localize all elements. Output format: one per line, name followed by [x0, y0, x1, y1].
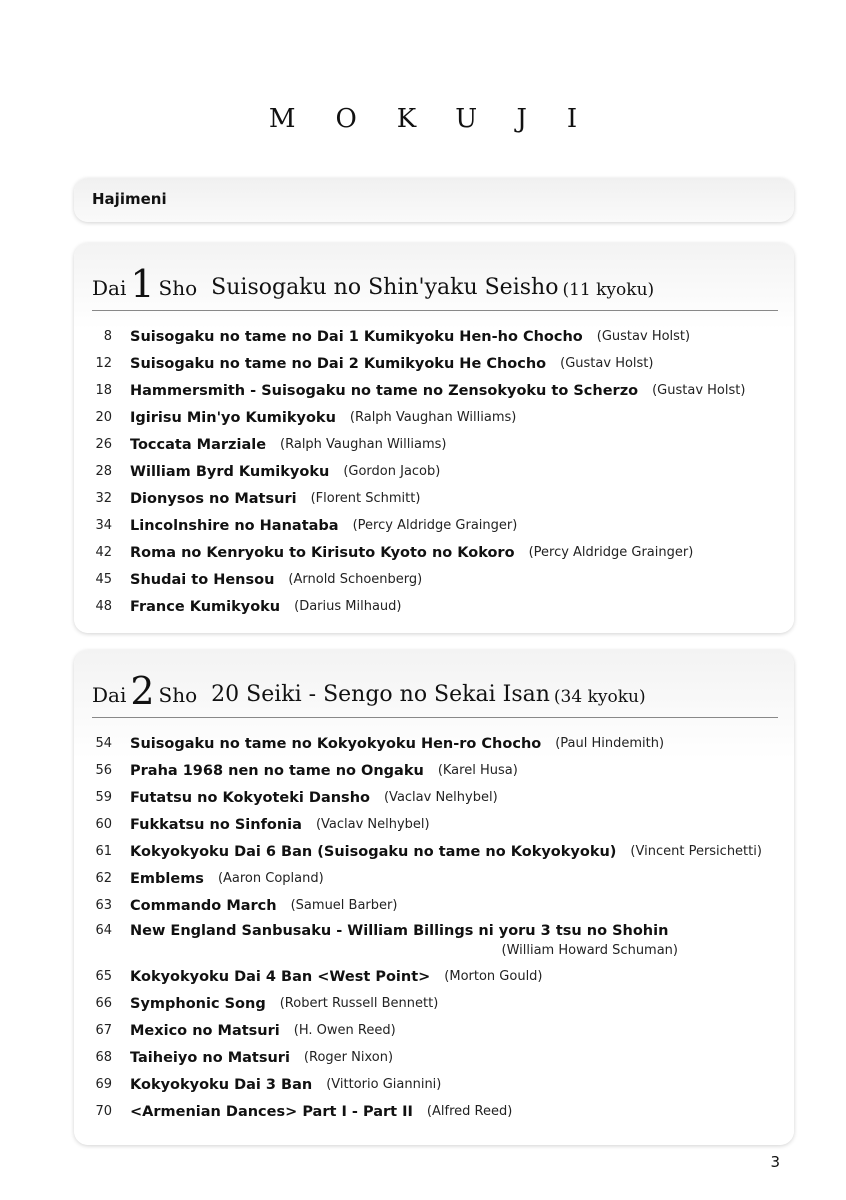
entry-title: Emblems — [130, 870, 204, 887]
entry-page-number: 54 — [95, 736, 112, 751]
chapter-1-heading — [92, 263, 778, 311]
chapter-suffix: Sho — [158, 683, 198, 707]
entry-title: Roma no Kenryoku to Kirisuto Kyoto no Kokoro — [130, 544, 515, 561]
entry-composer: (William Howard Schuman) — [501, 943, 678, 958]
entry-page-number: 28 — [95, 464, 112, 479]
toc-entry[interactable] — [74, 1044, 794, 1071]
toc-entry[interactable] — [74, 919, 794, 963]
entry-title: Commando March — [130, 897, 277, 914]
toc-entry[interactable] — [74, 990, 794, 1017]
chapter-number: 2 — [130, 669, 155, 713]
entry-composer: (Ralph Vaughan Williams) — [280, 437, 447, 452]
entry-title: Dionysos no Matsuri — [130, 490, 297, 507]
entry-page-number: 65 — [95, 969, 112, 984]
entry-composer: (Ralph Vaughan Williams) — [349, 410, 517, 425]
entry-title: William Byrd Kumikyoku — [130, 463, 330, 480]
entry-title: Shudai to Hensou — [130, 571, 275, 588]
chapter-count: (11 kyoku) — [562, 280, 655, 300]
toc-entry[interactable] — [74, 784, 794, 811]
entry-page-number: 26 — [95, 437, 112, 452]
toc-entry[interactable] — [74, 1017, 794, 1044]
toc-entry[interactable] — [74, 892, 794, 919]
chapter-2-entries — [74, 730, 794, 1125]
intro-box — [74, 178, 794, 222]
chapter-2-heading — [92, 670, 778, 718]
chapter-suffix: Sho — [158, 276, 198, 300]
entry-title: Suisogaku no tame no Dai 1 Kumikyoku Hen-ho Chocho — [130, 328, 583, 345]
entry-composer: (Gustav Holst) — [652, 383, 746, 398]
entry-page-number: 70 — [95, 1104, 112, 1119]
entry-composer: (Aaron Copland) — [217, 871, 324, 886]
toc-entry[interactable] — [74, 1098, 794, 1125]
entry-title: Toccata Marziale — [130, 436, 267, 453]
entry-page-number: 60 — [95, 817, 112, 832]
chapter-2-box — [74, 650, 794, 1145]
toc-entry[interactable] — [74, 963, 794, 990]
entry-page-number: 69 — [95, 1077, 112, 1092]
toc-entry[interactable] — [74, 377, 794, 404]
toc-entry[interactable] — [74, 485, 794, 512]
toc-entry[interactable] — [74, 730, 794, 757]
entry-title: Mexico no Matsuri — [130, 1022, 280, 1039]
chapter-count: (34 kyoku) — [553, 687, 646, 707]
page-title: MOKUJI — [268, 104, 618, 134]
entry-page-number: 68 — [95, 1050, 112, 1065]
entry-title: Suisogaku no tame no Dai 2 Kumikyoku He Chocho — [130, 355, 547, 372]
entry-composer: (Samuel Barber) — [290, 898, 398, 913]
entry-page-number: 61 — [95, 844, 112, 859]
chapter-prefix: Dai — [92, 276, 127, 300]
entry-composer: (Roger Nixon) — [303, 1050, 394, 1065]
page-number: 3 — [770, 1153, 780, 1171]
toc-entry[interactable] — [74, 539, 794, 566]
entry-composer: (Karel Husa) — [437, 763, 518, 778]
toc-entry[interactable] — [74, 350, 794, 377]
entry-title: Kokyokyoku Dai 4 Ban <West Point> — [130, 968, 431, 985]
entry-composer: (Gustav Holst) — [596, 329, 691, 344]
entry-composer: (Florent Schmitt) — [310, 491, 421, 506]
entry-composer: (Arnold Schoenberg) — [288, 572, 423, 587]
entry-page-number: 67 — [95, 1023, 112, 1038]
entry-composer: (Alfred Reed) — [426, 1104, 513, 1119]
entry-page-number: 18 — [95, 383, 112, 398]
entry-page-number: 45 — [95, 572, 112, 587]
entry-title: Kokyokyoku Dai 6 Ban (Suisogaku no tame no Kokyokyoku) — [130, 843, 617, 860]
entry-page-number: 34 — [95, 518, 112, 533]
entry-page-number: 48 — [95, 599, 112, 614]
entry-title: Suisogaku no tame no Kokyokyoku Hen-ro Chocho — [130, 735, 542, 752]
toc-entry[interactable] — [74, 566, 794, 593]
toc-entry[interactable] — [74, 323, 794, 350]
entry-composer: (Paul Hindemith) — [555, 736, 665, 751]
chapter-title: 20 Seiki - Sengo no Sekai Isan — [211, 682, 550, 707]
toc-entry[interactable] — [74, 512, 794, 539]
entry-page-number: 12 — [95, 356, 112, 371]
entry-page-number: 59 — [95, 790, 112, 805]
entry-title: Fukkatsu no Sinfonia — [130, 816, 302, 833]
entry-composer: (Percy Aldridge Grainger) — [352, 518, 518, 533]
chapter-number: 1 — [130, 262, 155, 306]
toc-entry[interactable] — [74, 458, 794, 485]
entry-page-number: 56 — [95, 763, 112, 778]
entry-page-number: 63 — [95, 898, 112, 913]
entry-title: <Armenian Dances> Part I - Part II — [130, 1103, 413, 1120]
entry-title: New England Sanbusaku - William Billings ni yoru 3 tsu no Shohin — [130, 923, 669, 939]
toc-entry[interactable] — [74, 757, 794, 784]
toc-entry[interactable] — [74, 811, 794, 838]
entry-composer: (Vaclav Nelhybel) — [383, 790, 498, 805]
entry-title: Igirisu Min'yo Kumikyoku — [130, 409, 336, 426]
entry-composer: (Gustav Holst) — [560, 356, 654, 371]
toc-entry[interactable] — [74, 1071, 794, 1098]
chapter-1-entries — [74, 323, 794, 620]
entry-page-number: 20 — [95, 410, 112, 425]
entry-composer: (Vittorio Giannini) — [326, 1077, 442, 1092]
entry-composer: (H. Owen Reed) — [293, 1023, 396, 1038]
entry-page-number: 66 — [95, 996, 112, 1011]
intro-link[interactable]: Hajimeni — [92, 190, 167, 208]
toc-entry[interactable] — [74, 593, 794, 620]
entry-title: Lincolnshire no Hanataba — [130, 517, 339, 534]
entry-title: Hammersmith - Suisogaku no tame no Zensokyoku to Scherzo — [130, 382, 639, 399]
entry-composer: (Robert Russell Bennett) — [279, 996, 439, 1011]
entry-composer: (Gordon Jacob) — [343, 464, 441, 479]
toc-entry[interactable] — [74, 838, 794, 865]
entry-composer: (Vaclav Nelhybel) — [315, 817, 430, 832]
toc-entry[interactable] — [74, 404, 794, 431]
entry-title: Praha 1968 nen no tame no Ongaku — [130, 762, 424, 779]
entry-title: Taiheiyo no Matsuri — [130, 1049, 290, 1066]
entry-page-number: 62 — [95, 871, 112, 886]
entry-title: Futatsu no Kokyoteki Dansho — [130, 789, 370, 806]
entry-title: Symphonic Song — [130, 995, 266, 1012]
chapter-title: Suisogaku no Shin'yaku Seisho — [211, 275, 559, 300]
entry-title: Kokyokyoku Dai 3 Ban — [130, 1076, 313, 1093]
entry-composer: (Vincent Persichetti) — [630, 844, 762, 859]
entry-page-number: 42 — [95, 545, 112, 560]
chapter-prefix: Dai — [92, 683, 127, 707]
entry-page-number: 32 — [95, 491, 112, 506]
entry-composer: (Darius Milhaud) — [294, 599, 402, 614]
toc-entry[interactable] — [74, 865, 794, 892]
entry-composer: (Percy Aldridge Grainger) — [528, 545, 694, 560]
entry-title: France Kumikyoku — [130, 598, 281, 615]
toc-entry[interactable] — [74, 431, 794, 458]
entry-page-number: 64 — [95, 923, 112, 938]
chapter-1-box — [74, 243, 794, 633]
entry-composer: (Morton Gould) — [444, 969, 543, 984]
entry-page-number: 8 — [103, 329, 112, 344]
